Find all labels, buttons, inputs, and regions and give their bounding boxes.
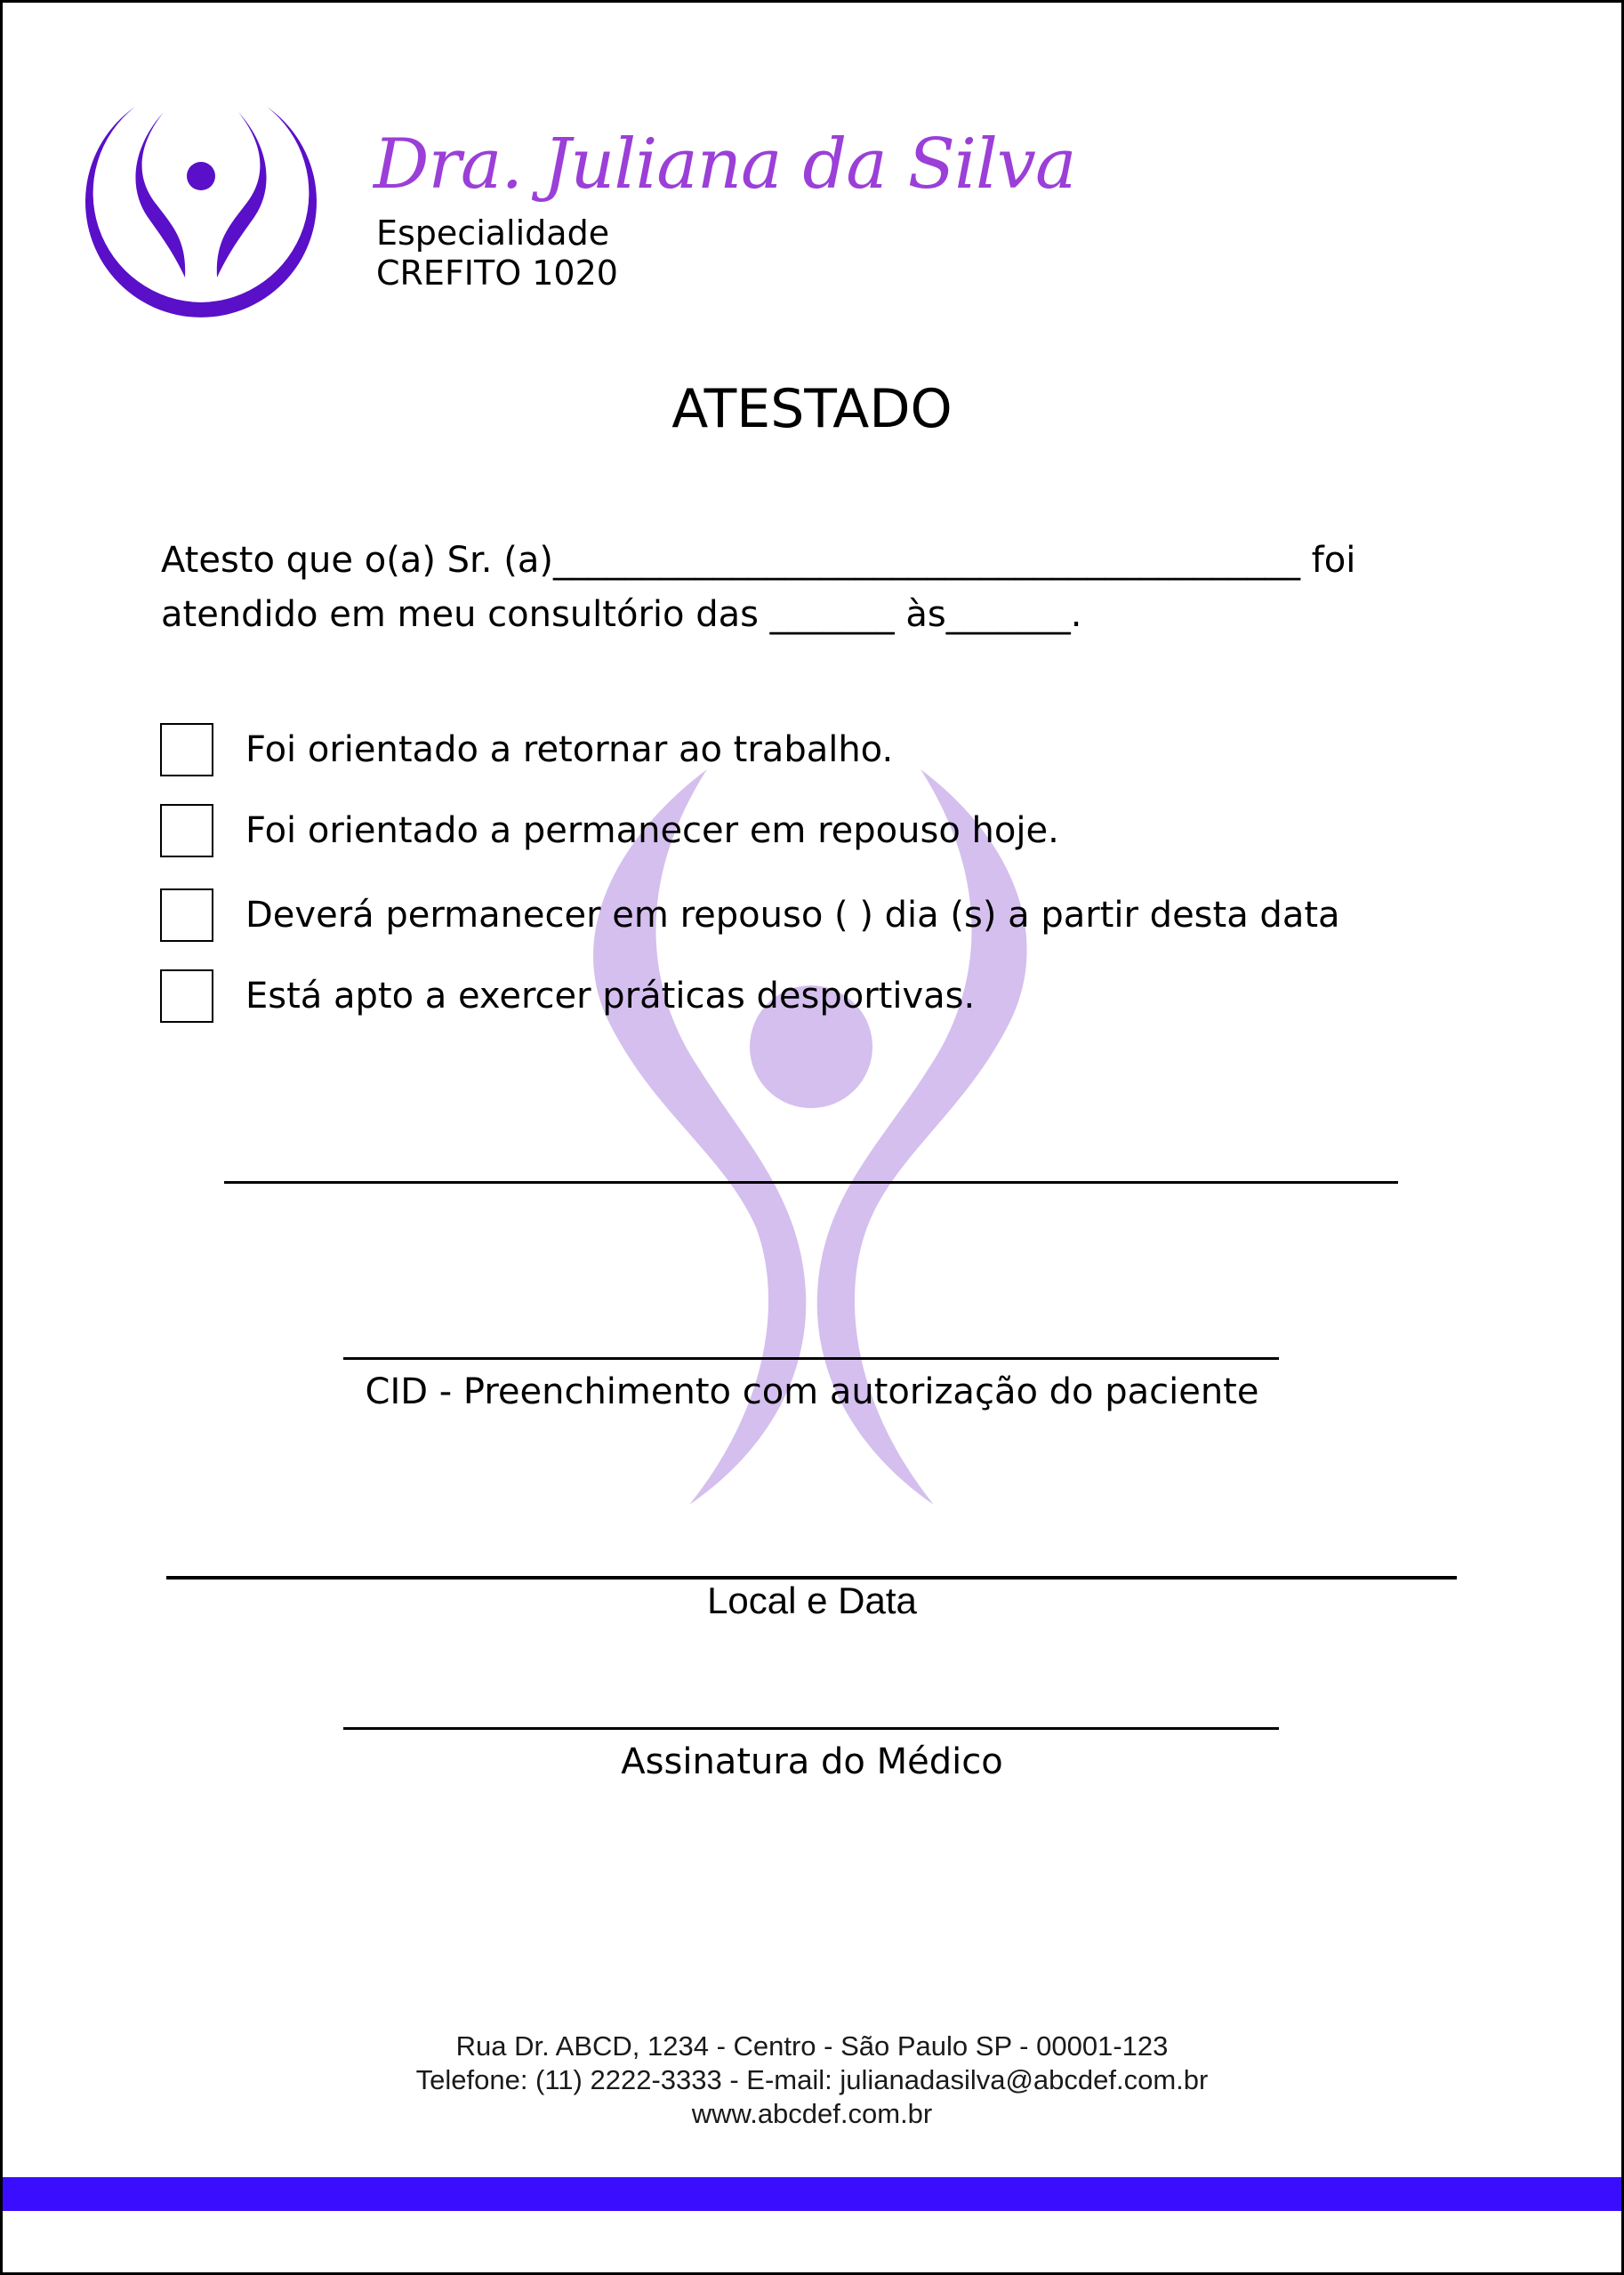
statement-time-middle: às: [894, 594, 946, 635]
document-title: ATESTADO: [671, 378, 953, 440]
option-checkbox[interactable]: [160, 969, 213, 1023]
statement-time-prefix: atendido em meu consultório das: [161, 594, 770, 635]
logo-head: [187, 162, 215, 190]
free-text-line[interactable]: [224, 1181, 1398, 1184]
logo-ring: [85, 107, 317, 318]
patient-name-blank[interactable]: __________________________________________: [552, 540, 1300, 581]
footer: [0, 2030, 1624, 2131]
option-fit-for-sports: [160, 968, 975, 1025]
option-rest-days: [160, 887, 1340, 944]
option-checkbox[interactable]: [160, 804, 213, 857]
option-rest-today: [160, 802, 1059, 859]
end-time-blank[interactable]: _______: [945, 594, 1071, 635]
start-time-blank[interactable]: _______: [769, 594, 895, 635]
option-label: Está apto a exercer práticas desportivas.: [245, 976, 976, 1017]
logo-right-arm: [217, 112, 267, 277]
footer-address: Rua Dr. ABCD, 1234 - Centro - São Paulo SP - 00001-123: [455, 2030, 1169, 2062]
doctor-name: Dra. Juliana da Silva: [374, 125, 1076, 205]
clinic-logo-icon: [82, 100, 320, 322]
signature-label: Assinatura do Médico: [621, 1741, 1003, 1782]
footer-contact: Telefone: (11) 2222-3333 - E-mail: julianadasilva@abcdef.com.br: [415, 2064, 1209, 2095]
option-return-to-work: [160, 721, 893, 778]
statement-line-1: [161, 534, 1355, 588]
specialty: Especialidade: [376, 213, 610, 253]
statement-end: .: [1070, 594, 1082, 635]
statement-line-2: [161, 588, 1355, 642]
option-label: Deverá permanecer em repouso ( ) dia (s) a partir desta data: [245, 895, 1340, 936]
signature-line[interactable]: [343, 1727, 1279, 1730]
logo-left-arm: [135, 112, 185, 277]
option-label: Foi orientado a retornar ao trabalho.: [245, 729, 894, 770]
cid-line[interactable]: [343, 1357, 1279, 1360]
footer-color-band: [3, 2177, 1621, 2211]
attestation-statement: [161, 534, 1355, 642]
option-label: Foi orientado a permanecer em repouso hoje.: [245, 810, 1059, 851]
statement-prefix: Atesto que o(a) Sr. (a): [161, 540, 553, 581]
option-checkbox[interactable]: [160, 888, 213, 942]
registry-number: CREFITO 1020: [376, 253, 618, 293]
option-checkbox[interactable]: [160, 723, 213, 776]
local-date-label: Local e Data: [707, 1580, 917, 1621]
cid-label: CID - Preenchimento com autorização do paciente: [365, 1371, 1259, 1412]
footer-website: www.abcdef.com.br: [691, 2098, 933, 2129]
statement-suffix: foi: [1299, 540, 1356, 581]
